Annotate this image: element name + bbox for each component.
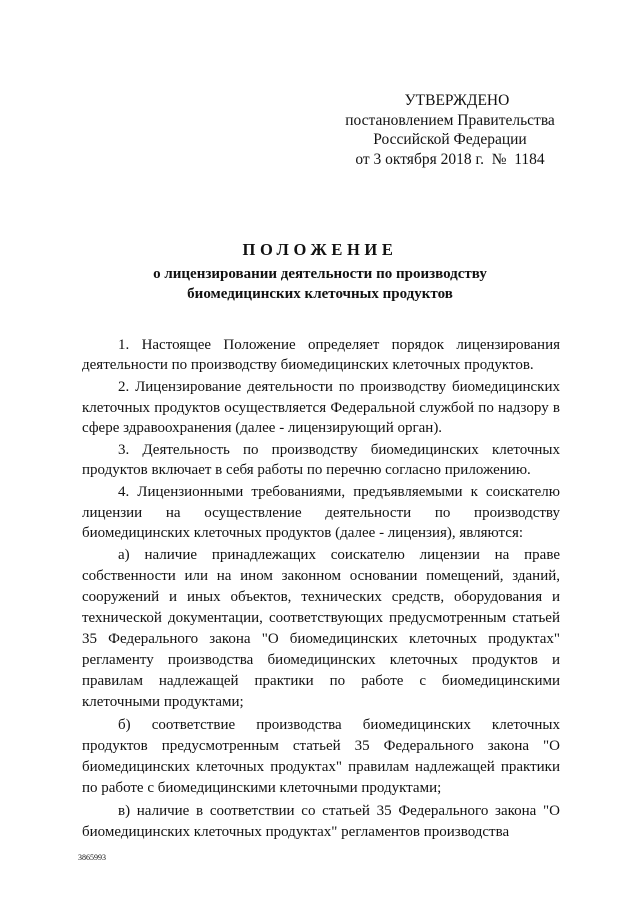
document-body bbox=[82, 335, 560, 845]
approval-line-country: Российской Федерации bbox=[373, 131, 527, 148]
subparagraph-a: а) наличие принадлежащих соискателю лицензии на праве собственности или на ином законном основании помещений, зданий, сооружений и иных объектов, технических средств, оборудования и технической документации, соответствующих предусмотренным статьей 35 Федерального закона "О биомедицинских клеточных продуктах" регламенту производства биомедицинских клеточных продуктов и правилам надлежащей практики по работе с биомедицинскими клеточными продуктами; bbox=[82, 547, 560, 711]
subparagraph-c: в) наличие в соответствии со статьей 35 Федерального закона "О биомедицинских клеточных продуктах" регламентов производства bbox=[82, 803, 560, 841]
paragraph-4: 4. Лицензионными требованиями, предъявляемыми к соискателю лицензии на осуществление деятельности по производству биомедицинских клеточных продуктов (далее - лицензия), являются: bbox=[82, 484, 560, 541]
document-id: 3865993 bbox=[78, 853, 106, 862]
paragraph-1: 1. Настоящее Положение определяет порядок лицензирования деятельности по производству биомедицинских клеточных продуктов. bbox=[82, 337, 560, 374]
document-subtitle bbox=[60, 264, 580, 304]
approval-stamp bbox=[330, 91, 570, 169]
paragraph-3: 3. Деятельность по производству биомедицинских клеточных продуктов включает в себя работы по перечню согласно приложению. bbox=[82, 442, 560, 479]
document-title: ПОЛОЖЕНИЕ bbox=[242, 240, 398, 259]
paragraph-2: 2. Лицензирование деятельности по производству биомедицинских клеточных продуктов осуществляется Федеральной службой по надзору в сфере здравоохранения (далее - лицензирующий орган). bbox=[82, 379, 560, 436]
subparagraph-b: б) соответствие производства биомедицинских клеточных продуктов предусмотренным статьей 35 Федерального закона "О биомедицинских клеточных продуктах" правилам надлежащей практики по работе с биомедицинскими клеточными продуктами; bbox=[82, 717, 560, 797]
approval-line-resolution: постановлением Правительства bbox=[345, 111, 555, 129]
approval-line-date-number: от 3 октября 2018 г. № 1184 bbox=[355, 150, 545, 168]
subtitle-line-1: о лицензировании деятельности по производству bbox=[153, 266, 487, 282]
approval-heading: УТВЕРЖДЕНО bbox=[404, 92, 510, 109]
subtitle-line-2: биомедицинских клеточных продуктов bbox=[187, 286, 453, 302]
